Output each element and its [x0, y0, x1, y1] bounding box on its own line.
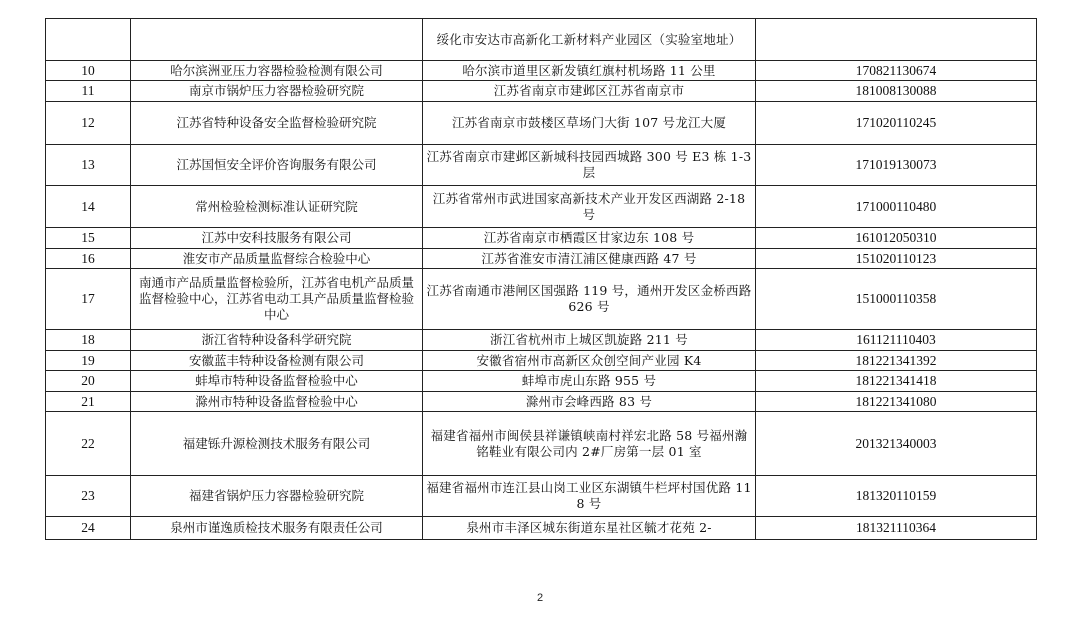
institution-name: 安徽蓝丰特种设备检测有限公司 — [131, 351, 423, 371]
row-number: 22 — [46, 412, 131, 476]
institution-address: 福建省福州市闽侯县祥谦镇峡南村祥宏北路 58 号福州瀚铭鞋业有限公司内 2#厂房第一层 01 室 — [423, 412, 756, 476]
table-row — [46, 19, 1037, 61]
table-row — [46, 145, 1037, 186]
row-number: 24 — [46, 517, 131, 540]
table-row — [46, 330, 1037, 351]
institution-name — [131, 19, 423, 61]
certificate-number: 171020110245 — [756, 102, 1037, 145]
table-row — [46, 412, 1037, 476]
table-row — [46, 61, 1037, 81]
institution-address: 江苏省常州市武进国家高新技术产业开发区西湖路 2-18 号 — [423, 186, 756, 228]
institution-name: 南通市产品质量监督检验所，江苏省电机产品质量监督检验中心，江苏省电动工具产品质量监督检验中心 — [131, 269, 423, 330]
institution-address: 绥化市安达市高新化工新材料产业园区（实验室地址） — [423, 19, 756, 61]
row-number: 11 — [46, 81, 131, 102]
certificate-number: 181320110159 — [756, 476, 1037, 517]
certificate-number: 171019130073 — [756, 145, 1037, 186]
institution-name: 蚌埠市特种设备监督检验中心 — [131, 371, 423, 392]
certificate-number: 161012050310 — [756, 228, 1037, 249]
certificate-number: 181008130088 — [756, 81, 1037, 102]
institution-name: 滁州市特种设备监督检验中心 — [131, 392, 423, 412]
row-number: 13 — [46, 145, 131, 186]
institution-name: 江苏中安科技服务有限公司 — [131, 228, 423, 249]
certificate-number: 161121110403 — [756, 330, 1037, 351]
row-number: 10 — [46, 61, 131, 81]
certificate-number — [756, 19, 1037, 61]
row-number: 12 — [46, 102, 131, 145]
table-row — [46, 228, 1037, 249]
certificate-number: 171000110480 — [756, 186, 1037, 228]
institution-name: 江苏省特种设备安全监督检验研究院 — [131, 102, 423, 145]
institution-name: 福建省锅炉压力容器检验研究院 — [131, 476, 423, 517]
row-number: 14 — [46, 186, 131, 228]
table-row — [46, 517, 1037, 540]
table-row — [46, 269, 1037, 330]
institution-address: 安徽省宿州市高新区众创空间产业园 K4 — [423, 351, 756, 371]
institution-address: 滁州市会峰西路 83 号 — [423, 392, 756, 412]
certificate-number: 151020110123 — [756, 249, 1037, 269]
institution-name: 常州检验检测标准认证研究院 — [131, 186, 423, 228]
institution-table — [45, 18, 1037, 540]
institution-name: 福建铄升源检测技术服务有限公司 — [131, 412, 423, 476]
table-row — [46, 186, 1037, 228]
row-number — [46, 19, 131, 61]
institution-address: 福建省福州市连江县山岗工业区东湖镇牛栏坪村国优路 118 号 — [423, 476, 756, 517]
table-row — [46, 102, 1037, 145]
institution-name: 南京市锅炉压力容器检验研究院 — [131, 81, 423, 102]
institution-name: 泉州市谨逸质检技术服务有限责任公司 — [131, 517, 423, 540]
table-row — [46, 392, 1037, 412]
row-number: 16 — [46, 249, 131, 269]
certificate-number: 181221341418 — [756, 371, 1037, 392]
institution-name: 哈尔滨洲亚压力容器检验检测有限公司 — [131, 61, 423, 81]
institution-name: 淮安市产品质量监督综合检验中心 — [131, 249, 423, 269]
certificate-number: 170821130674 — [756, 61, 1037, 81]
institution-address: 江苏省南京市栖霞区甘家边东 108 号 — [423, 228, 756, 249]
institution-address: 蚌埠市虎山东路 955 号 — [423, 371, 756, 392]
page-number: 2 — [536, 592, 544, 604]
row-number: 21 — [46, 392, 131, 412]
institution-address: 江苏省淮安市清江浦区健康西路 47 号 — [423, 249, 756, 269]
table-row — [46, 81, 1037, 102]
row-number: 19 — [46, 351, 131, 371]
certificate-number: 201321340003 — [756, 412, 1037, 476]
institution-address: 江苏省南通市港闸区国强路 119 号，通州开发区金桥西路 626 号 — [423, 269, 756, 330]
row-number: 20 — [46, 371, 131, 392]
institution-address: 江苏省南京市鼓楼区草场门大街 107 号龙江大厦 — [423, 102, 756, 145]
institution-name: 江苏国恒安全评价咨询服务有限公司 — [131, 145, 423, 186]
row-number: 17 — [46, 269, 131, 330]
institution-address: 浙江省杭州市上城区凯旋路 211 号 — [423, 330, 756, 351]
certificate-number: 151000110358 — [756, 269, 1037, 330]
certificate-number: 181221341392 — [756, 351, 1037, 371]
institution-address: 泉州市丰泽区城东街道东星社区毓才花苑 2- — [423, 517, 756, 540]
institution-address: 哈尔滨市道里区新发镇红旗村机场路 11 公里 — [423, 61, 756, 81]
table-row — [46, 249, 1037, 269]
table-row — [46, 351, 1037, 371]
row-number: 18 — [46, 330, 131, 351]
row-number: 23 — [46, 476, 131, 517]
institution-address: 江苏省南京市建邺区江苏省南京市 — [423, 81, 756, 102]
table-row — [46, 476, 1037, 517]
certificate-number: 181321110364 — [756, 517, 1037, 540]
certificate-number: 181221341080 — [756, 392, 1037, 412]
institution-name: 浙江省特种设备科学研究院 — [131, 330, 423, 351]
table-row — [46, 371, 1037, 392]
institution-address: 江苏省南京市建邺区新城科技园西城路 300 号 E3 栋 1-3 层 — [423, 145, 756, 186]
row-number: 15 — [46, 228, 131, 249]
